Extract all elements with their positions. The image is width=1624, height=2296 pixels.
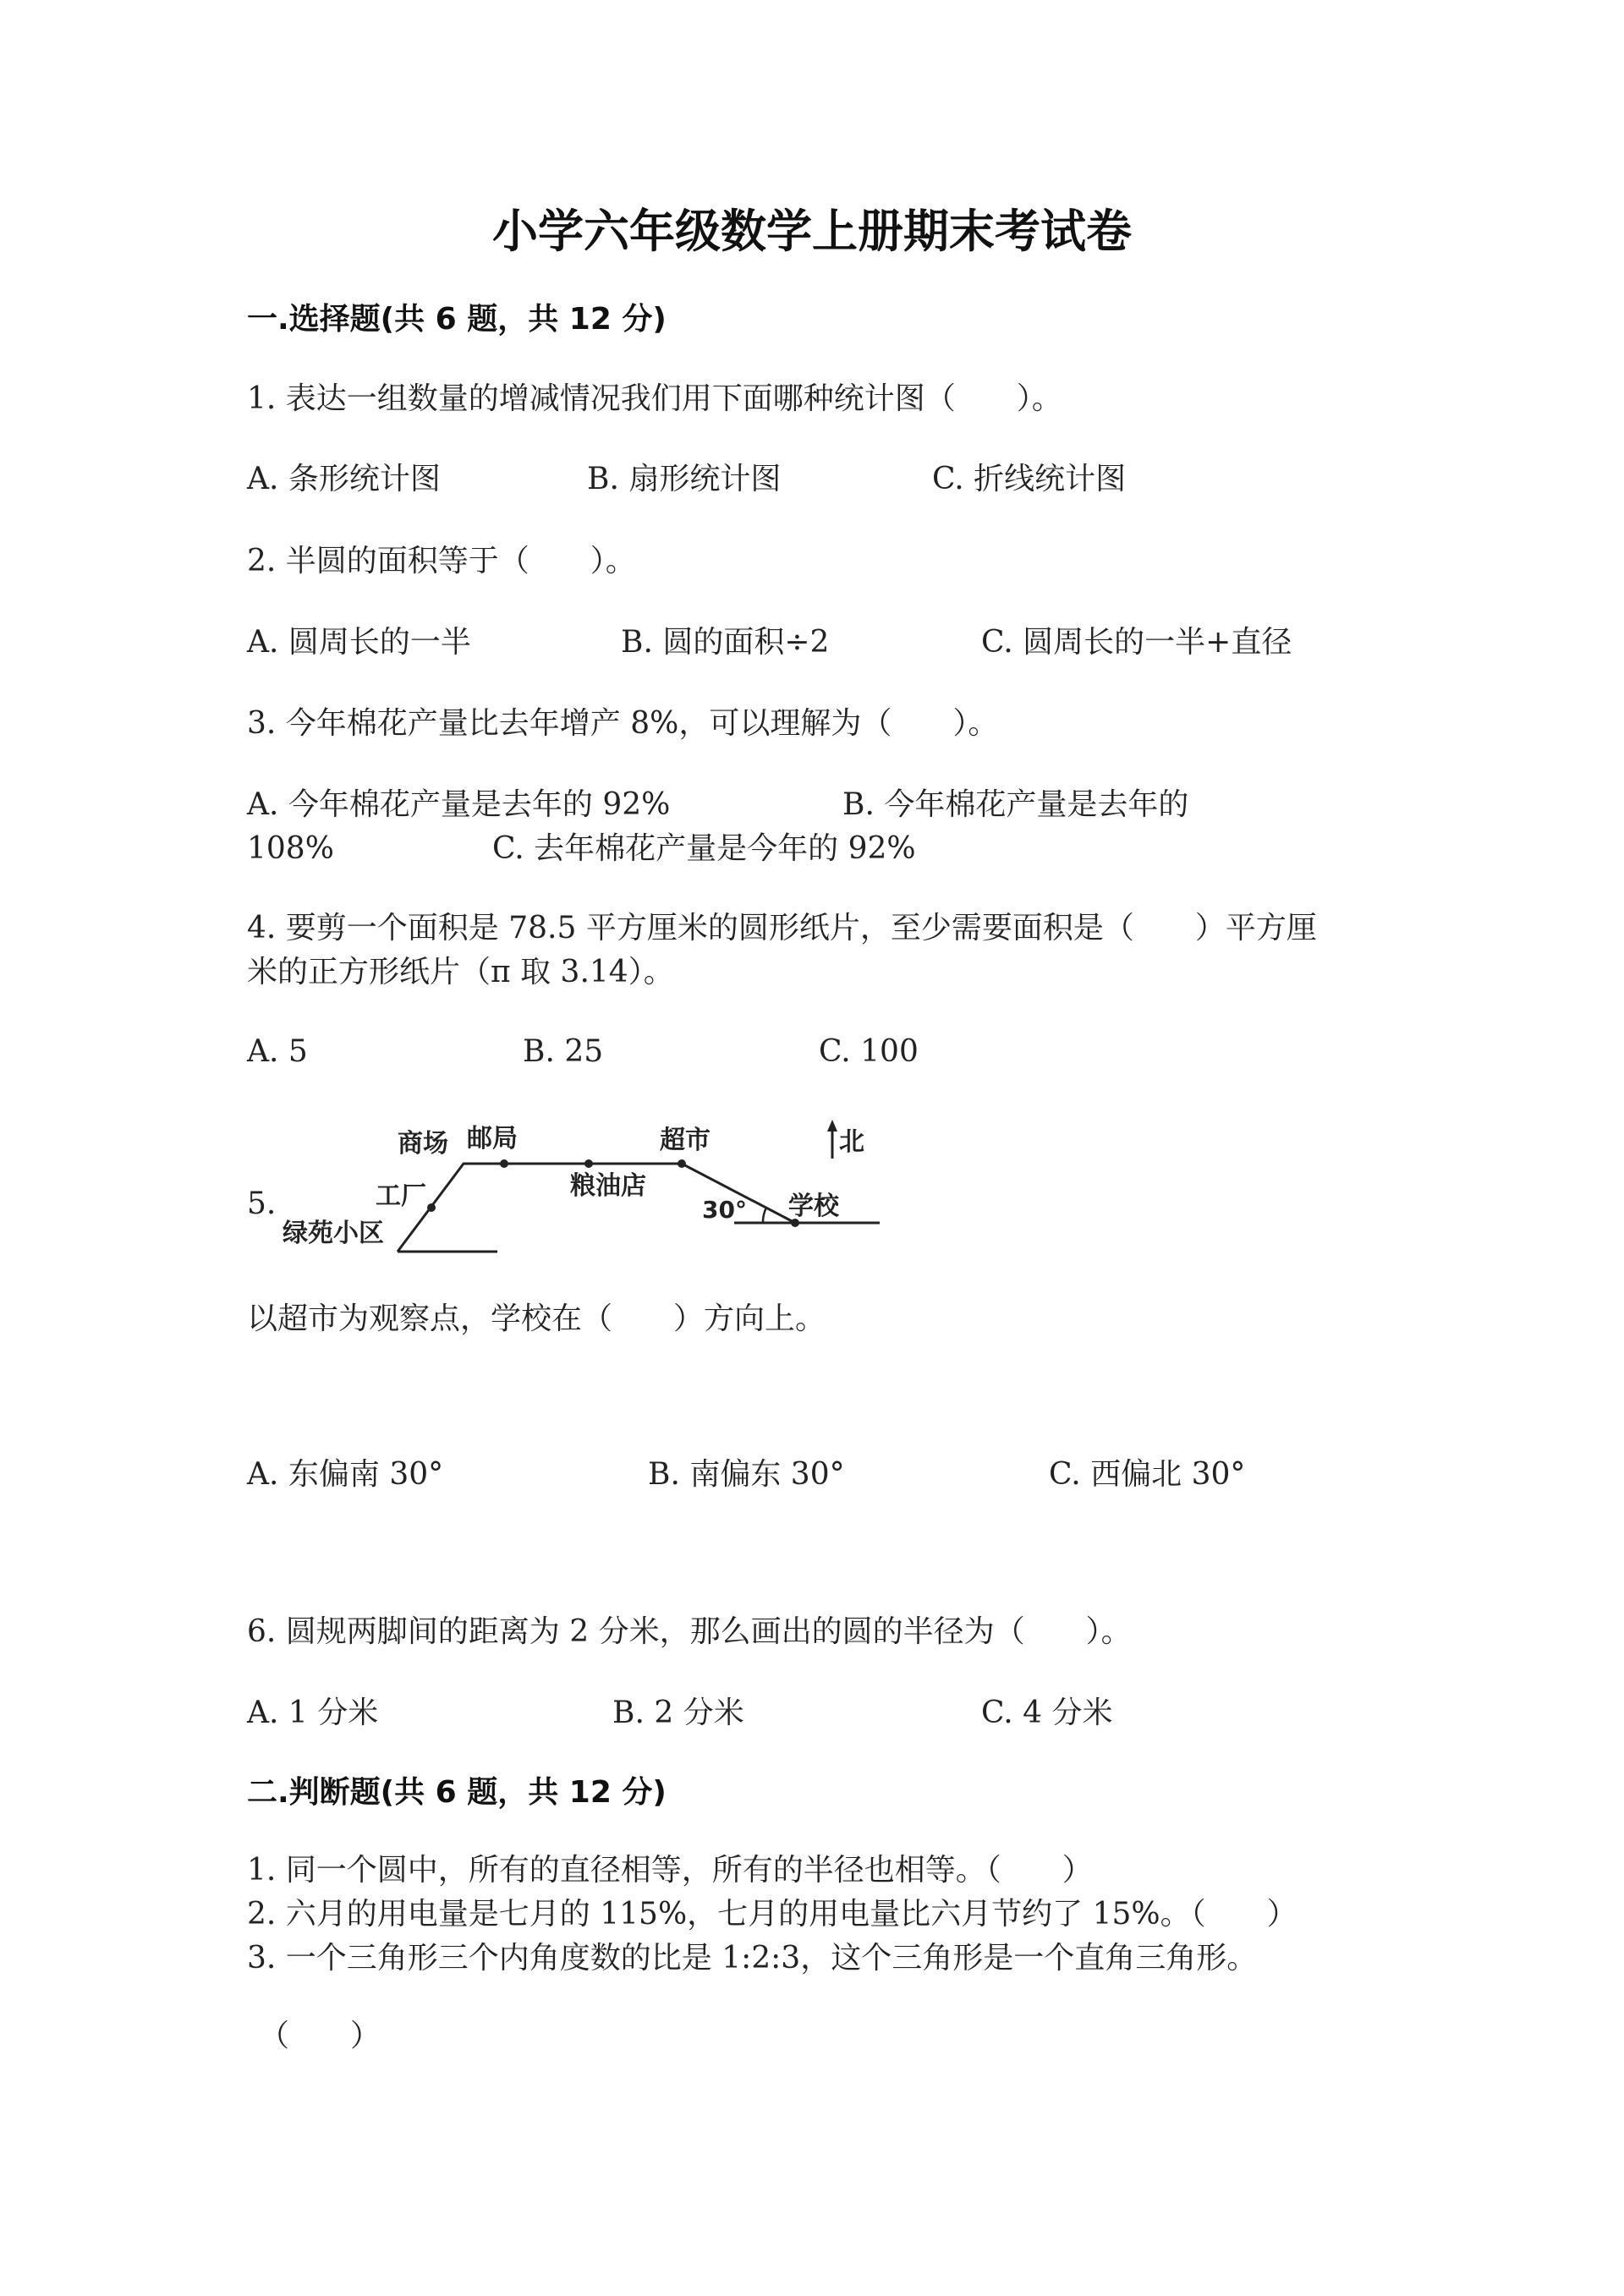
question-6-option-a: A. 1 分米: [247, 1696, 379, 1730]
question-3-stem: 3. 今年棉花产量比去年增产 8%，可以理解为（ ）。: [247, 706, 999, 741]
question-6-stem: 6. 圆规两脚间的距离为 2 分米，那么画出的圆的半径为（ ）。: [247, 1614, 1132, 1649]
route-map-diagram: [271, 1115, 897, 1258]
question-5-stem: 以超市为观察点，学校在（ ）方向上。: [247, 1301, 826, 1336]
north-label: 北: [839, 1127, 864, 1157]
judgement-item-2: 2. 六月的用电量是七月的 115%，七月的用电量比六月节约了 15%。（ ）: [247, 1897, 1298, 1932]
supermarket-label: 超市: [660, 1126, 710, 1155]
question-4-stem-line-1: 4. 要剪一个面积是 78.5 平方厘米的圆形纸片，至少需要面积是（ ）平方厘: [247, 911, 1317, 945]
factory-point: [427, 1203, 436, 1212]
question-5-number: 5.: [247, 1186, 277, 1221]
section-heading-choice: 一.选择题(共 6 题，共 12 分): [247, 302, 667, 337]
residence-label: 绿苑小区: [283, 1219, 384, 1248]
question-1-stem: 1. 表达一组数量的增减情况我们用下面哪种统计图（ ）。: [247, 381, 1062, 416]
question-2-stem: 2. 半圆的面积等于（ ）。: [247, 544, 636, 578]
question-3-option-a: A. 今年棉花产量是去年的 92%: [247, 787, 671, 822]
question-4-option-a: A. 5: [247, 1034, 308, 1069]
north-arrow-head: [827, 1120, 837, 1132]
question-6-option-b: B. 2 分米: [612, 1696, 744, 1730]
question-3-option-b-continued: 108%: [247, 831, 334, 866]
angle-arc: [763, 1208, 766, 1223]
question-5-option-c: C. 西偏北 30°: [1049, 1457, 1246, 1492]
question-3-option-c: C. 去年棉花产量是今年的 92%: [492, 831, 916, 866]
question-5-option-a: A. 东偏南 30°: [247, 1457, 444, 1492]
question-2-option-a: A. 圆周长的一半: [247, 625, 471, 660]
question-1-option-c: C. 折线统计图: [932, 462, 1127, 496]
school-label: 学校: [788, 1192, 839, 1221]
question-6-option-c: C. 4 分米: [981, 1696, 1113, 1730]
question-1-option-a: A. 条形统计图: [247, 462, 441, 496]
judgement-item-3-answer-blank: （ ）: [259, 2019, 381, 2053]
page-title: 小学六年级数学上册期末考试卷: [492, 205, 1132, 258]
question-4-stem-line-2: 米的正方形纸片（π 取 3.14）。: [247, 955, 674, 989]
judgement-item-1: 1. 同一个圆中，所有的直径相等，所有的半径也相等。（ ）: [247, 1853, 1093, 1888]
post-office-point: [500, 1159, 508, 1168]
grain-store-label: 粮油店: [570, 1171, 646, 1201]
question-5-option-b: B. 南偏东 30°: [648, 1457, 845, 1492]
question-2-option-c: C. 圆周长的一半+直径: [981, 625, 1292, 660]
question-4-option-b: B. 25: [523, 1034, 604, 1069]
grain-store-point: [584, 1159, 593, 1168]
supermarket-point: [678, 1159, 686, 1168]
judgement-item-3: 3. 一个三角形三个内角度数的比是 1:2:3，这个三角形是一个直角三角形。: [247, 1941, 1258, 1975]
question-3-option-b: B. 今年棉花产量是去年的: [842, 787, 1189, 822]
mall-label: 商场: [398, 1129, 448, 1159]
question-2-option-b: B. 圆的面积÷2: [621, 625, 830, 660]
post-office-label: 邮局: [467, 1124, 518, 1153]
factory-label: 工厂: [376, 1181, 426, 1211]
angle-label: 30°: [702, 1196, 747, 1224]
question-4-option-c: C. 100: [819, 1034, 919, 1069]
section-heading-judgement: 二.判断题(共 6 题，共 12 分): [247, 1775, 667, 1810]
question-1-option-b: B. 扇形统计图: [587, 462, 782, 496]
